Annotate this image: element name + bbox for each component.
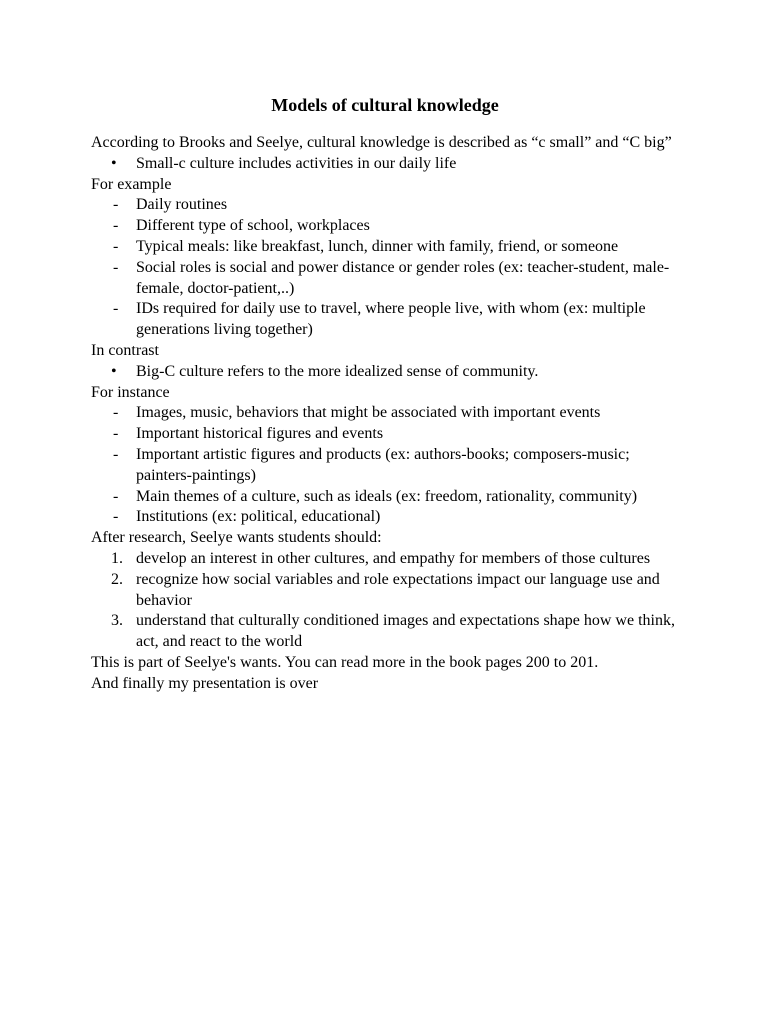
dash-marker: - <box>113 217 119 235</box>
list-item <box>91 216 687 237</box>
list-item-text: IDs required for daily use to travel, where people live, with whom (ex: multiple generations living together) <box>136 300 646 339</box>
numbered-item <box>91 611 687 653</box>
list-item <box>91 424 687 445</box>
closing-line: This is part of Seelye's wants. You can read more in the book pages 200 to 201. <box>91 653 599 671</box>
page-title: Models of cultural knowledge <box>271 95 499 115</box>
dash-marker: - <box>113 196 119 214</box>
bullet-marker: • <box>111 362 117 380</box>
lead-line: For example <box>91 175 172 193</box>
numbered-item-text: develop an interest in other cultures, and empathy for members of those cultures <box>136 549 651 567</box>
list-item <box>91 507 687 528</box>
big-c-examples-list <box>91 403 687 528</box>
bullet-text: Big-C culture refers to the more idealized sense of community. <box>136 362 539 380</box>
dash-marker: - <box>113 237 119 255</box>
dash-marker: - <box>113 258 119 276</box>
list-item <box>91 258 687 300</box>
number-marker: 1. <box>111 549 123 567</box>
lead-line: For instance <box>91 383 170 401</box>
dash-marker: - <box>113 487 119 505</box>
list-item <box>91 237 687 258</box>
big-c-bullet-list <box>91 362 687 383</box>
bullet-item <box>91 154 687 175</box>
closing-line: And finally my presentation is over <box>91 674 319 692</box>
list-item <box>91 445 687 487</box>
number-marker: 2. <box>111 570 123 588</box>
numbered-item-text: recognize how social variables and role expectations impact our language use and behavior <box>136 570 660 609</box>
bullet-item <box>91 362 687 383</box>
list-item-text: Important historical figures and events <box>136 425 384 443</box>
list-item-text: Main themes of a culture, such as ideals (ex: freedom, rationality, community) <box>136 487 638 505</box>
bullet-marker: • <box>111 154 117 172</box>
list-item <box>91 487 687 508</box>
intro-paragraph: According to Brooks and Seelye, cultural knowledge is described as “c small” and “C big” <box>91 134 672 151</box>
bullet-text: Small-c culture includes activities in our daily life <box>136 154 457 172</box>
list-item <box>91 299 687 341</box>
dash-marker: - <box>113 404 119 422</box>
list-item <box>91 403 687 424</box>
small-c-examples-list <box>91 195 687 341</box>
contrast-line: In contrast <box>91 341 159 359</box>
document-body <box>91 93 687 695</box>
small-c-bullet-list <box>91 154 687 175</box>
numbered-item <box>91 549 687 570</box>
list-item-text: Institutions (ex: political, educational) <box>136 508 381 526</box>
goals-numbered-list <box>91 549 687 653</box>
dash-marker: - <box>113 445 119 463</box>
number-marker: 3. <box>111 612 123 630</box>
numbered-item-text: understand that culturally conditioned images and expectations shape how we think, act, and react to the world <box>136 612 675 651</box>
list-item-text: Daily routines <box>136 196 228 214</box>
list-item-text: Social roles is social and power distance or gender roles (ex: teacher-student, male-female, doctor-patient,..) <box>136 258 670 297</box>
dash-marker: - <box>113 508 119 526</box>
list-item <box>91 195 687 216</box>
dash-marker: - <box>113 300 119 318</box>
numbered-item <box>91 570 687 612</box>
list-item-text: Important artistic figures and products (ex: authors-books; composers-music; painters-paintings) <box>136 445 630 484</box>
list-item-text: Different type of school, workplaces <box>136 217 370 235</box>
list-item-text: Images, music, behaviors that might be associated with important events <box>136 404 601 422</box>
research-lead-line: After research, Seelye wants students should: <box>91 529 382 547</box>
list-item-text: Typical meals: like breakfast, lunch, dinner with family, friend, or someone <box>136 237 619 255</box>
dash-marker: - <box>113 425 119 443</box>
